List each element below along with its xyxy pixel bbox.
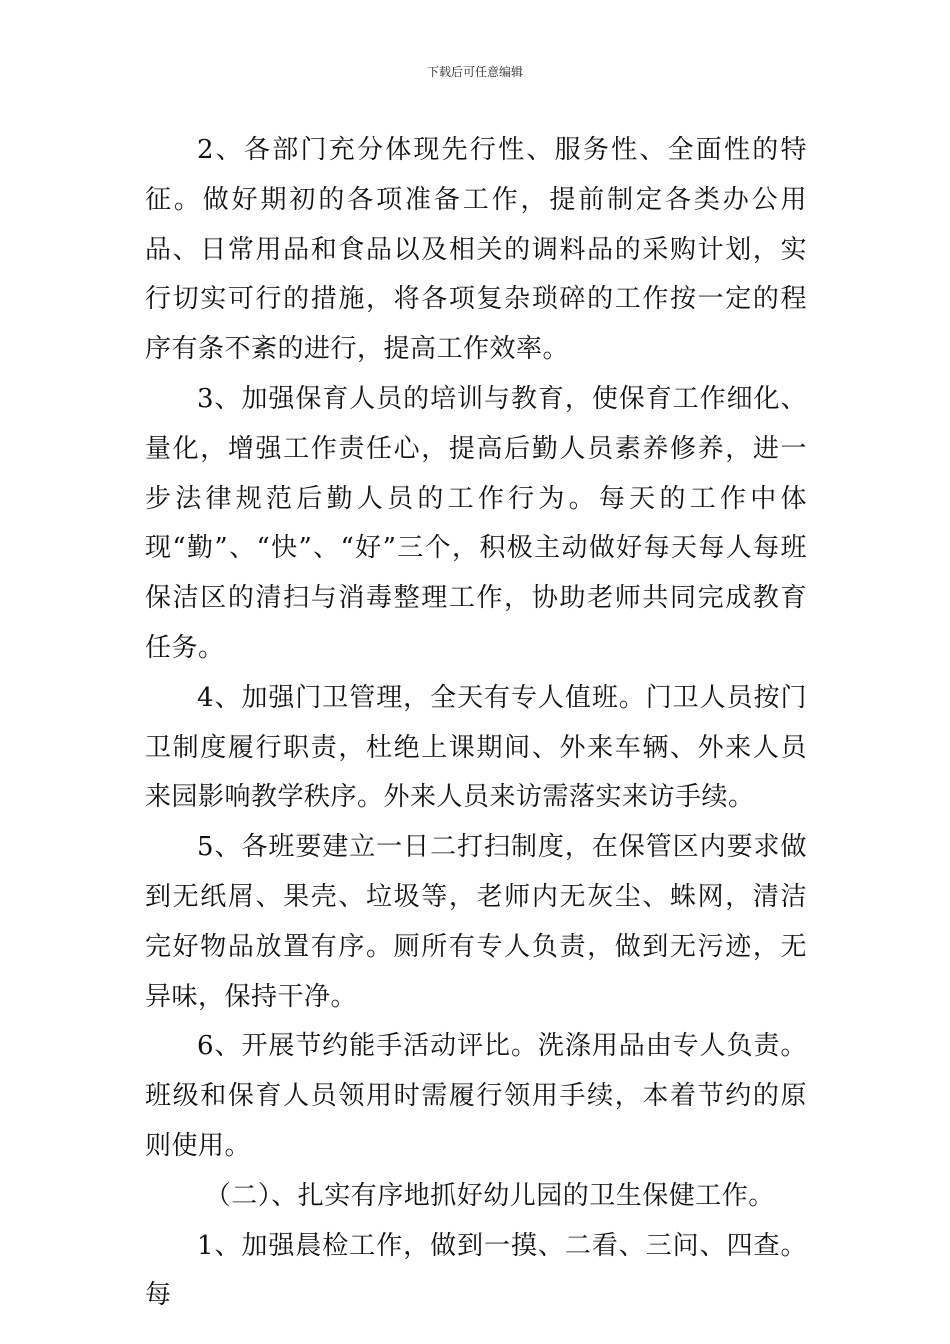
paragraph-item-3: 3、加强保育人员的培训与教育，使保育工作细化、量化，增强工作责任心，提高后勤人员素养修养，进一步法律规范后勤人员的工作行为。每天的工作中体现“勤”、“快”、“好”三个，积极主动做好每天每人每班保洁区的清扫与消毒整理工作，协助老师共同完成教育任务。 bbox=[145, 383, 807, 663]
paragraph-item-5: 5、各班要建立一日二打扫制度，在保管区内要求做到无纸屑、果壳、垃圾等，老师内无灰尘、蛛网，清洁完好物品放置有序。厕所有专人负责，做到无污迹，无异味，保持干净。 bbox=[145, 832, 807, 1012]
page-header-note: 下载后可任意编辑 bbox=[426, 65, 523, 79]
section-heading-2: （二）、扎实有序地抓好幼儿园的卫生保健工作。 bbox=[204, 1180, 775, 1211]
document-body bbox=[145, 126, 807, 1321]
paragraph-item-6: 6、开展节约能手活动评比。洗涤用品由专人负责。班级和保育人员领用时需履行领用手续，本着节约的原则使用。 bbox=[145, 1031, 807, 1161]
paragraph-item-4: 4、加强门卫管理，全天有专人值班。门卫人员按门卫制度履行职责，杜绝上课期间、外来车辆、外来人员来园影响教学秩序。外来人员来访需落实来访手续。 bbox=[145, 682, 807, 813]
paragraph-item-1: 1、加强晨检工作，做到一摸、二看、三问、四查。每 bbox=[145, 1230, 807, 1311]
paragraph-item-2: 2、各部门充分体现先行性、服务性、全面性的特征。做好期初的各项准备工作，提前制定各类办公用品、日常用品和食品以及相关的调料品的采购计划，实行切实可行的措施，将各项复杂琐碎的工作按一定的程序有条不紊的进行，提高工作效率。 bbox=[145, 135, 807, 365]
